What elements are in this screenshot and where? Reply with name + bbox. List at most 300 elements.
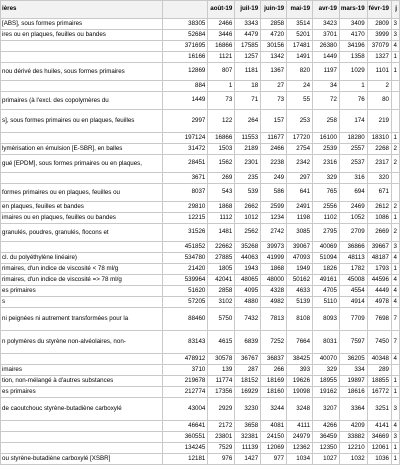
row-month-cell[interactable]: 2491 bbox=[287, 202, 313, 213]
row-month-cell[interactable]: 1034 bbox=[287, 454, 313, 465]
row-month-cell[interactable]: 1427 bbox=[235, 454, 261, 465]
row-month-cell[interactable]: 11774 bbox=[208, 376, 235, 387]
row-month-cell[interactable]: 23801 bbox=[208, 432, 235, 443]
row-month-cell[interactable]: 2466 bbox=[261, 144, 287, 155]
row-total-cell[interactable]: 52684 bbox=[162, 30, 207, 41]
row-month-cell[interactable]: 2342 bbox=[287, 155, 313, 173]
row-total-cell[interactable]: 539964 bbox=[162, 275, 207, 286]
row-month-cell[interactable]: 36837 bbox=[261, 354, 287, 365]
row-month-cell[interactable]: 48065 bbox=[235, 275, 261, 286]
row-month-cell[interactable] bbox=[391, 184, 399, 202]
row-month-cell[interactable]: 7 bbox=[391, 331, 399, 354]
row-month-cell[interactable]: 2469 bbox=[339, 202, 367, 213]
row-month-cell[interactable] bbox=[391, 173, 399, 184]
row-month-cell[interactable]: 55 bbox=[287, 92, 313, 110]
row-month-cell[interactable]: 2742 bbox=[261, 224, 287, 242]
row-month-cell[interactable]: 4266 bbox=[313, 421, 340, 432]
row-month-cell[interactable]: 264 bbox=[235, 110, 261, 133]
row-month-cell[interactable]: 76 bbox=[339, 92, 367, 110]
row-total-cell[interactable]: 3710 bbox=[162, 365, 207, 376]
row-month-cell[interactable]: 7529 bbox=[208, 443, 235, 454]
row-month-cell[interactable]: 4615 bbox=[208, 331, 235, 354]
row-month-cell[interactable]: 2669 bbox=[367, 224, 391, 242]
row-month-cell[interactable]: 4633 bbox=[287, 286, 313, 297]
row-month-cell[interactable]: 7664 bbox=[287, 331, 313, 354]
row-month-cell[interactable]: 12210 bbox=[339, 443, 367, 454]
row-label-cell[interactable] bbox=[1, 52, 163, 63]
row-month-cell[interactable]: 4095 bbox=[235, 286, 261, 297]
row-total-cell[interactable]: 212774 bbox=[162, 387, 207, 398]
row-month-cell[interactable]: 320 bbox=[367, 173, 391, 184]
row-month-cell[interactable]: 2858 bbox=[208, 286, 235, 297]
row-total-cell[interactable]: 371695 bbox=[162, 41, 207, 52]
row-month-cell[interactable]: 219 bbox=[367, 110, 391, 133]
row-month-cell[interactable]: 17585 bbox=[235, 41, 261, 52]
row-month-cell[interactable]: 1868 bbox=[208, 202, 235, 213]
row-month-cell[interactable]: 1358 bbox=[339, 52, 367, 63]
row-month-cell[interactable]: 174 bbox=[339, 110, 367, 133]
row-month-cell[interactable]: 1 bbox=[339, 81, 367, 92]
row-month-cell[interactable]: 157 bbox=[261, 110, 287, 133]
column-header-month[interactable]: févr-19 bbox=[367, 1, 391, 19]
row-month-cell[interactable]: 316 bbox=[339, 173, 367, 184]
row-label-cell[interactable] bbox=[1, 443, 163, 454]
row-month-cell[interactable]: 39067 bbox=[287, 242, 313, 253]
row-month-cell[interactable]: 1327 bbox=[367, 52, 391, 63]
row-month-cell[interactable]: 543 bbox=[208, 184, 235, 202]
row-month-cell[interactable]: 1793 bbox=[367, 264, 391, 275]
row-total-cell[interactable]: 83143 bbox=[162, 331, 207, 354]
row-month-cell[interactable]: 40070 bbox=[313, 354, 340, 365]
row-month-cell[interactable]: 45008 bbox=[339, 275, 367, 286]
row-month-cell[interactable]: 641 bbox=[287, 184, 313, 202]
row-month-cell[interactable]: 39973 bbox=[261, 242, 287, 253]
row-month-cell[interactable]: 6839 bbox=[235, 331, 261, 354]
row-label-cell[interactable]: imaires ou en plaques, feuilles ou bandes bbox=[1, 213, 163, 224]
row-month-cell[interactable]: 12069 bbox=[261, 443, 287, 454]
row-month-cell[interactable]: 3999 bbox=[367, 30, 391, 41]
row-month-cell[interactable]: 35268 bbox=[235, 242, 261, 253]
row-month-cell[interactable]: 26380 bbox=[313, 41, 340, 52]
row-month-cell[interactable]: 1 bbox=[391, 454, 399, 465]
row-month-cell[interactable]: 2 bbox=[391, 144, 399, 155]
row-label-cell[interactable]: en plaques, feuilles et bandes bbox=[1, 202, 163, 213]
row-month-cell[interactable]: 19897 bbox=[339, 376, 367, 387]
row-month-cell[interactable]: 1032 bbox=[339, 454, 367, 465]
row-month-cell[interactable]: 3244 bbox=[261, 398, 287, 421]
row-month-cell[interactable]: 253 bbox=[287, 110, 313, 133]
row-total-cell[interactable]: 360551 bbox=[162, 432, 207, 443]
row-month-cell[interactable]: 1112 bbox=[208, 213, 235, 224]
row-month-cell[interactable]: 34196 bbox=[339, 41, 367, 52]
row-label-cell[interactable]: lymérisation en émulsion [E-SBR], en balles bbox=[1, 144, 163, 155]
row-month-cell[interactable]: 820 bbox=[287, 63, 313, 81]
row-label-cell[interactable] bbox=[1, 81, 163, 92]
row-month-cell[interactable]: 977 bbox=[261, 454, 287, 465]
row-label-cell[interactable]: rimaires, d'un indice de viscosité => 78 ml/g bbox=[1, 275, 163, 286]
row-label-cell[interactable] bbox=[1, 354, 163, 365]
row-total-cell[interactable]: 43004 bbox=[162, 398, 207, 421]
row-month-cell[interactable]: 393 bbox=[287, 365, 313, 376]
row-total-cell[interactable]: 12215 bbox=[162, 213, 207, 224]
row-month-cell[interactable]: 266 bbox=[261, 365, 287, 376]
row-month-cell[interactable]: 1197 bbox=[313, 63, 340, 81]
row-month-cell[interactable]: 4209 bbox=[339, 421, 367, 432]
row-month-cell[interactable]: 36205 bbox=[339, 354, 367, 365]
row-total-cell[interactable]: 12181 bbox=[162, 454, 207, 465]
row-month-cell[interactable]: 4081 bbox=[261, 421, 287, 432]
row-month-cell[interactable] bbox=[391, 365, 399, 376]
row-month-cell[interactable]: 11553 bbox=[235, 133, 261, 144]
row-label-cell[interactable]: ou styrène-butadiène carboxylé [XSBR] bbox=[1, 454, 163, 465]
row-month-cell[interactable]: 3085 bbox=[287, 224, 313, 242]
row-month-cell[interactable]: 39667 bbox=[367, 242, 391, 253]
row-month-cell[interactable]: 2 bbox=[391, 224, 399, 242]
row-month-cell[interactable]: 2 bbox=[391, 155, 399, 173]
row-month-cell[interactable]: 258 bbox=[313, 110, 340, 133]
row-total-cell[interactable]: 28451 bbox=[162, 155, 207, 173]
row-total-cell[interactable]: 197124 bbox=[162, 133, 207, 144]
row-total-cell[interactable]: 534780 bbox=[162, 253, 207, 264]
row-month-cell[interactable]: 1 bbox=[391, 63, 399, 81]
row-label-cell[interactable]: cl. du polyéthylène linéaire) bbox=[1, 253, 163, 264]
row-month-cell[interactable]: 329 bbox=[313, 173, 340, 184]
row-label-cell[interactable]: es primaires bbox=[1, 387, 163, 398]
row-month-cell[interactable]: 1562 bbox=[208, 155, 235, 173]
row-month-cell[interactable]: 329 bbox=[313, 365, 340, 376]
row-month-cell[interactable]: 7709 bbox=[339, 308, 367, 331]
row-month-cell[interactable]: 50162 bbox=[287, 275, 313, 286]
row-month-cell[interactable]: 122 bbox=[208, 110, 235, 133]
row-month-cell[interactable]: 3409 bbox=[339, 19, 367, 30]
row-month-cell[interactable]: 1 bbox=[208, 81, 235, 92]
row-label-cell[interactable]: de caoutchouc styrène-butadiène carboxylé bbox=[1, 398, 163, 421]
row-month-cell[interactable]: 11677 bbox=[261, 133, 287, 144]
row-month-cell[interactable]: 2556 bbox=[313, 202, 340, 213]
row-total-cell[interactable]: 46641 bbox=[162, 421, 207, 432]
row-total-cell[interactable]: 21420 bbox=[162, 264, 207, 275]
row-month-cell[interactable]: 18169 bbox=[261, 376, 287, 387]
row-label-cell[interactable]: [ABS], sous formes primaires bbox=[1, 19, 163, 30]
row-month-cell[interactable]: 2268 bbox=[367, 144, 391, 155]
row-month-cell[interactable]: 765 bbox=[313, 184, 340, 202]
column-header-month[interactable]: mai-19 bbox=[287, 1, 313, 19]
row-month-cell[interactable]: 4 bbox=[391, 421, 399, 432]
row-total-cell[interactable]: 1449 bbox=[162, 92, 207, 110]
row-month-cell[interactable]: 1198 bbox=[287, 213, 313, 224]
row-month-cell[interactable]: 1012 bbox=[235, 213, 261, 224]
row-month-cell[interactable]: 1 bbox=[391, 264, 399, 275]
row-month-cell[interactable]: 16866 bbox=[208, 133, 235, 144]
row-month-cell[interactable]: 2612 bbox=[367, 202, 391, 213]
row-month-cell[interactable]: 289 bbox=[367, 365, 391, 376]
row-month-cell[interactable]: 807 bbox=[208, 63, 235, 81]
row-month-cell[interactable] bbox=[391, 110, 399, 133]
row-month-cell[interactable]: 1 bbox=[391, 133, 399, 144]
row-month-cell[interactable]: 42041 bbox=[208, 275, 235, 286]
row-month-cell[interactable]: 1805 bbox=[208, 264, 235, 275]
row-label-cell[interactable] bbox=[1, 421, 163, 432]
row-total-cell[interactable]: 51620 bbox=[162, 286, 207, 297]
row-month-cell[interactable]: 1029 bbox=[339, 63, 367, 81]
row-month-cell[interactable]: 287 bbox=[235, 365, 261, 376]
row-month-cell[interactable]: 1342 bbox=[261, 52, 287, 63]
row-label-cell[interactable]: s], sous formes primaires ou en plaques, feuilles bbox=[1, 110, 163, 133]
row-month-cell[interactable]: 4982 bbox=[261, 297, 287, 308]
row-month-cell[interactable]: 44063 bbox=[235, 253, 261, 264]
row-month-cell[interactable]: 1868 bbox=[261, 264, 287, 275]
row-month-cell[interactable]: 34 bbox=[313, 81, 340, 92]
row-month-cell[interactable]: 1 bbox=[391, 443, 399, 454]
row-month-cell[interactable]: 1449 bbox=[313, 52, 340, 63]
row-month-cell[interactable]: 24 bbox=[287, 81, 313, 92]
row-month-cell[interactable]: 30578 bbox=[208, 354, 235, 365]
row-month-cell[interactable]: 18152 bbox=[235, 376, 261, 387]
row-month-cell[interactable]: 3230 bbox=[235, 398, 261, 421]
row-month-cell[interactable]: 1027 bbox=[313, 454, 340, 465]
row-total-cell[interactable]: 219678 bbox=[162, 376, 207, 387]
row-month-cell[interactable]: 2709 bbox=[339, 224, 367, 242]
row-month-cell[interactable]: 48000 bbox=[261, 275, 287, 286]
row-month-cell[interactable]: 5750 bbox=[208, 308, 235, 331]
row-month-cell[interactable]: 12061 bbox=[367, 443, 391, 454]
row-month-cell[interactable]: 3248 bbox=[287, 398, 313, 421]
row-label-cell[interactable] bbox=[1, 133, 163, 144]
row-total-cell[interactable]: 884 bbox=[162, 81, 207, 92]
row-label-cell[interactable] bbox=[1, 242, 163, 253]
row-month-cell[interactable]: 16866 bbox=[208, 41, 235, 52]
row-label-cell[interactable]: tion, non-mélangé à d'autres substances bbox=[1, 376, 163, 387]
row-month-cell[interactable]: 2754 bbox=[287, 144, 313, 155]
row-month-cell[interactable]: 1949 bbox=[287, 264, 313, 275]
row-month-cell[interactable]: 3423 bbox=[313, 19, 340, 30]
row-month-cell[interactable]: 12362 bbox=[287, 443, 313, 454]
row-month-cell[interactable]: 2809 bbox=[367, 19, 391, 30]
row-month-cell[interactable]: 7 bbox=[391, 308, 399, 331]
row-total-cell[interactable]: 451852 bbox=[162, 242, 207, 253]
row-month-cell[interactable]: 72 bbox=[313, 92, 340, 110]
row-month-cell[interactable]: 2189 bbox=[235, 144, 261, 155]
row-month-cell[interactable]: 3207 bbox=[313, 398, 340, 421]
row-label-cell[interactable]: imaires bbox=[1, 365, 163, 376]
row-month-cell[interactable]: 73 bbox=[208, 92, 235, 110]
row-month-cell[interactable]: 1503 bbox=[208, 144, 235, 155]
row-month-cell[interactable]: 4 bbox=[391, 275, 399, 286]
row-month-cell[interactable]: 2557 bbox=[339, 144, 367, 155]
row-month-cell[interactable]: 3251 bbox=[367, 398, 391, 421]
row-month-cell[interactable]: 4 bbox=[391, 41, 399, 52]
row-month-cell[interactable]: 3102 bbox=[208, 297, 235, 308]
row-month-cell[interactable]: 2466 bbox=[208, 19, 235, 30]
row-month-cell[interactable]: 2 bbox=[367, 81, 391, 92]
row-month-cell[interactable]: 27 bbox=[261, 81, 287, 92]
row-month-cell[interactable]: 1481 bbox=[208, 224, 235, 242]
row-month-cell[interactable]: 49161 bbox=[313, 275, 340, 286]
row-month-cell[interactable]: 7597 bbox=[339, 331, 367, 354]
row-label-cell[interactable]: s bbox=[1, 297, 163, 308]
row-month-cell[interactable]: 3 bbox=[391, 19, 399, 30]
row-month-cell[interactable]: 5201 bbox=[287, 30, 313, 41]
row-month-cell[interactable]: 4 bbox=[391, 297, 399, 308]
row-month-cell[interactable]: 539 bbox=[235, 184, 261, 202]
row-month-cell[interactable]: 12350 bbox=[313, 443, 340, 454]
row-month-cell[interactable]: 40069 bbox=[313, 242, 340, 253]
row-month-cell[interactable]: 19162 bbox=[313, 387, 340, 398]
row-total-cell[interactable]: 57205 bbox=[162, 297, 207, 308]
row-month-cell[interactable]: 1491 bbox=[287, 52, 313, 63]
row-month-cell[interactable]: 694 bbox=[339, 184, 367, 202]
row-month-cell[interactable]: 3701 bbox=[313, 30, 340, 41]
column-header-total[interactable] bbox=[162, 1, 207, 19]
row-month-cell[interactable]: 1102 bbox=[313, 213, 340, 224]
row-month-cell[interactable]: 1052 bbox=[339, 213, 367, 224]
column-header-month[interactable]: mars-19 bbox=[339, 1, 367, 19]
row-month-cell[interactable]: 51094 bbox=[313, 253, 340, 264]
row-month-cell[interactable]: 24150 bbox=[261, 432, 287, 443]
row-total-cell[interactable]: 38305 bbox=[162, 19, 207, 30]
row-month-cell[interactable]: 18160 bbox=[261, 387, 287, 398]
row-month-cell[interactable]: 3 bbox=[391, 30, 399, 41]
row-month-cell[interactable]: 249 bbox=[261, 173, 287, 184]
row-month-cell[interactable]: 3 bbox=[391, 398, 399, 421]
row-month-cell[interactable]: 17481 bbox=[287, 41, 313, 52]
row-month-cell[interactable]: 41999 bbox=[261, 253, 287, 264]
row-month-cell[interactable]: 671 bbox=[367, 184, 391, 202]
row-month-cell[interactable]: 36459 bbox=[313, 432, 340, 443]
row-month-cell[interactable]: 586 bbox=[261, 184, 287, 202]
row-total-cell[interactable]: 31472 bbox=[162, 144, 207, 155]
row-month-cell[interactable]: 4880 bbox=[235, 297, 261, 308]
column-header-month[interactable]: juin-19 bbox=[261, 1, 287, 19]
column-header-month[interactable]: août-19 bbox=[208, 1, 235, 19]
row-month-cell[interactable]: 3658 bbox=[235, 421, 261, 432]
row-month-cell[interactable]: 80 bbox=[367, 92, 391, 110]
row-month-cell[interactable]: 2562 bbox=[235, 224, 261, 242]
row-month-cell[interactable]: 48113 bbox=[339, 253, 367, 264]
row-month-cell[interactable]: 7432 bbox=[235, 308, 261, 331]
row-month-cell[interactable]: 1943 bbox=[235, 264, 261, 275]
row-month-cell[interactable] bbox=[391, 81, 399, 92]
row-total-cell[interactable]: 478912 bbox=[162, 354, 207, 365]
row-month-cell[interactable]: 32381 bbox=[235, 432, 261, 443]
row-month-cell[interactable]: 7450 bbox=[367, 331, 391, 354]
row-month-cell[interactable]: 1121 bbox=[208, 52, 235, 63]
row-month-cell[interactable]: 33882 bbox=[339, 432, 367, 443]
row-month-cell[interactable]: 139 bbox=[208, 365, 235, 376]
row-month-cell[interactable]: 16929 bbox=[235, 387, 261, 398]
row-month-cell[interactable]: 40348 bbox=[367, 354, 391, 365]
row-month-cell[interactable]: 16100 bbox=[313, 133, 340, 144]
row-month-cell[interactable]: 2795 bbox=[313, 224, 340, 242]
row-total-cell[interactable]: 8037 bbox=[162, 184, 207, 202]
row-month-cell[interactable]: 4170 bbox=[339, 30, 367, 41]
row-month-cell[interactable]: 47093 bbox=[287, 253, 313, 264]
row-month-cell[interactable] bbox=[391, 92, 399, 110]
row-month-cell[interactable]: 22662 bbox=[208, 242, 235, 253]
row-label-cell[interactable]: es primaires bbox=[1, 286, 163, 297]
row-label-cell[interactable] bbox=[1, 173, 163, 184]
row-month-cell[interactable]: 3343 bbox=[235, 19, 261, 30]
row-month-cell[interactable]: 334 bbox=[339, 365, 367, 376]
row-month-cell[interactable]: 2662 bbox=[235, 202, 261, 213]
row-month-cell[interactable]: 11139 bbox=[235, 443, 261, 454]
row-month-cell[interactable]: 976 bbox=[208, 454, 235, 465]
row-month-cell[interactable]: 3446 bbox=[208, 30, 235, 41]
column-header-month[interactable]: j bbox=[391, 1, 399, 19]
row-label-cell[interactable]: primaires (à l'excl. des copolymères du bbox=[1, 92, 163, 110]
row-month-cell[interactable]: 2929 bbox=[208, 398, 235, 421]
row-month-cell[interactable]: 24979 bbox=[287, 432, 313, 443]
row-month-cell[interactable]: 18955 bbox=[313, 376, 340, 387]
row-month-cell[interactable]: 17356 bbox=[208, 387, 235, 398]
row-month-cell[interactable]: 1 bbox=[391, 376, 399, 387]
row-total-cell[interactable]: 16166 bbox=[162, 52, 207, 63]
row-month-cell[interactable]: 4914 bbox=[339, 297, 367, 308]
row-month-cell[interactable]: 2537 bbox=[339, 155, 367, 173]
row-month-cell[interactable]: 1101 bbox=[367, 63, 391, 81]
row-total-cell[interactable]: 3671 bbox=[162, 173, 207, 184]
row-label-cell[interactable]: gué [EPDM], sous formes primaires ou en plaques, bbox=[1, 155, 163, 173]
row-month-cell[interactable]: 17720 bbox=[287, 133, 313, 144]
row-month-cell[interactable]: 235 bbox=[235, 173, 261, 184]
row-month-cell[interactable]: 3514 bbox=[287, 19, 313, 30]
row-month-cell[interactable]: 27885 bbox=[208, 253, 235, 264]
row-month-cell[interactable]: 18280 bbox=[339, 133, 367, 144]
row-label-cell[interactable]: nou dérivé des huiles, sous formes primaires bbox=[1, 63, 163, 81]
row-month-cell[interactable]: 2599 bbox=[261, 202, 287, 213]
row-month-cell[interactable]: 8031 bbox=[313, 331, 340, 354]
row-month-cell[interactable]: 8093 bbox=[313, 308, 340, 331]
row-month-cell[interactable]: 38425 bbox=[287, 354, 313, 365]
row-month-cell[interactable]: 297 bbox=[287, 173, 313, 184]
row-month-cell[interactable]: 1367 bbox=[261, 63, 287, 81]
row-month-cell[interactable]: 36767 bbox=[235, 354, 261, 365]
row-month-cell[interactable]: 18855 bbox=[367, 376, 391, 387]
row-month-cell[interactable]: 1181 bbox=[235, 63, 261, 81]
row-month-cell[interactable]: 18310 bbox=[367, 133, 391, 144]
row-month-cell[interactable]: 4978 bbox=[367, 297, 391, 308]
row-month-cell[interactable]: 4111 bbox=[287, 421, 313, 432]
row-month-cell[interactable]: 3364 bbox=[339, 398, 367, 421]
row-month-cell[interactable]: 1257 bbox=[235, 52, 261, 63]
row-month-cell[interactable]: 19098 bbox=[287, 387, 313, 398]
row-month-cell[interactable]: 19626 bbox=[287, 376, 313, 387]
row-total-cell[interactable]: 31526 bbox=[162, 224, 207, 242]
row-month-cell[interactable]: 4720 bbox=[261, 30, 287, 41]
row-month-cell[interactable]: 5139 bbox=[287, 297, 313, 308]
row-month-cell[interactable]: 71 bbox=[235, 92, 261, 110]
row-label-cell[interactable] bbox=[1, 41, 163, 52]
row-month-cell[interactable]: 1086 bbox=[367, 213, 391, 224]
row-month-cell[interactable]: 4 bbox=[391, 286, 399, 297]
row-month-cell[interactable]: 44596 bbox=[367, 275, 391, 286]
row-month-cell[interactable]: 4554 bbox=[339, 286, 367, 297]
row-month-cell[interactable]: 18616 bbox=[339, 387, 367, 398]
row-month-cell[interactable]: 4328 bbox=[261, 286, 287, 297]
row-label-cell[interactable] bbox=[1, 432, 163, 443]
row-month-cell[interactable]: 36866 bbox=[339, 242, 367, 253]
row-month-cell[interactable]: 1826 bbox=[313, 264, 340, 275]
row-month-cell[interactable]: 37079 bbox=[367, 41, 391, 52]
column-header-label[interactable]: ières bbox=[1, 1, 163, 19]
row-month-cell[interactable]: 1 bbox=[391, 387, 399, 398]
row-month-cell[interactable]: 1 bbox=[391, 52, 399, 63]
row-month-cell[interactable]: 4449 bbox=[367, 286, 391, 297]
column-header-month[interactable]: juil-19 bbox=[235, 1, 261, 19]
row-month-cell[interactable]: 8108 bbox=[287, 308, 313, 331]
row-total-cell[interactable]: 88460 bbox=[162, 308, 207, 331]
row-month-cell[interactable]: 4 bbox=[391, 354, 399, 365]
